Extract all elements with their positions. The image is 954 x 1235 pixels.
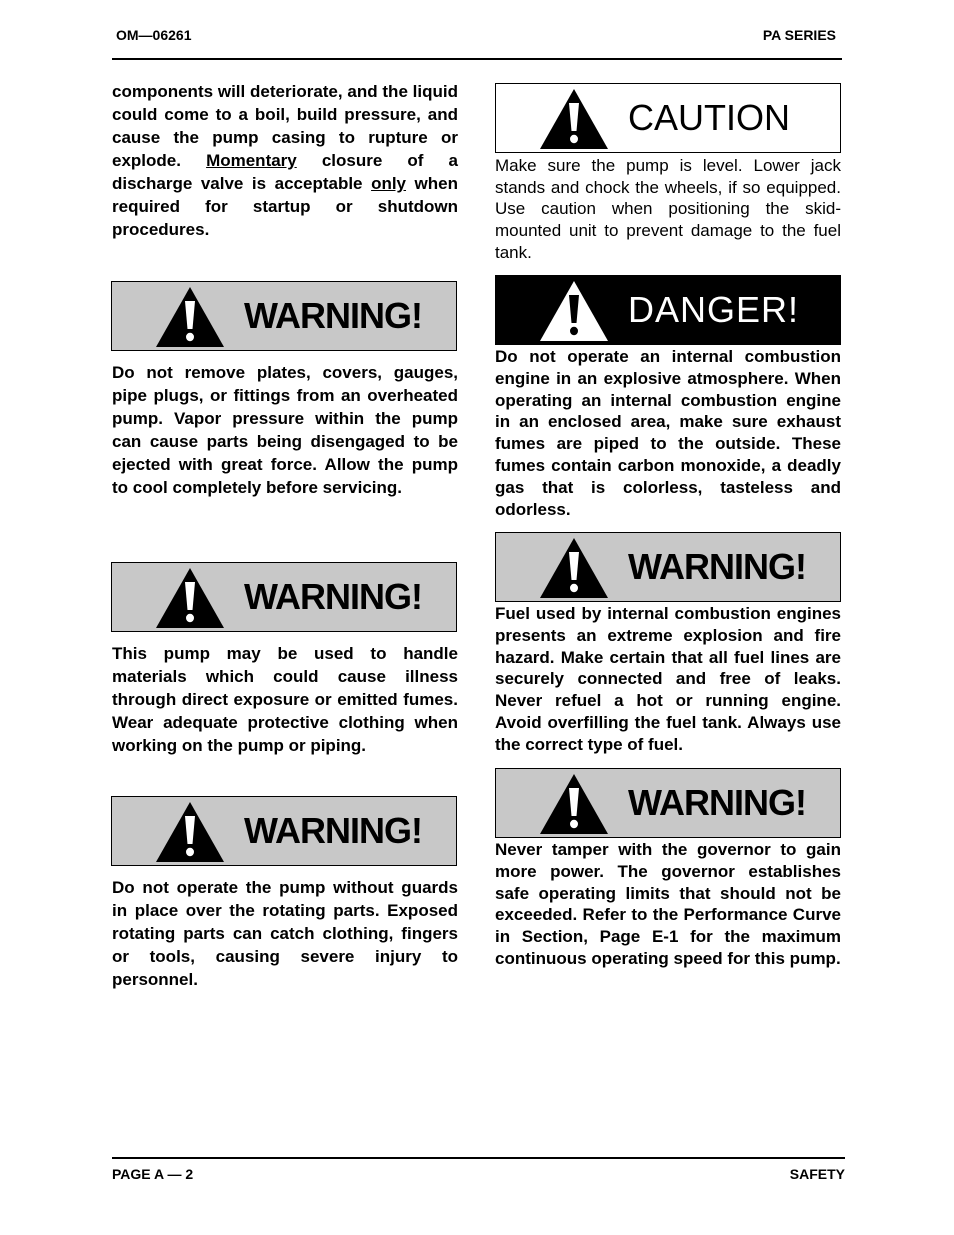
danger-sign	[495, 275, 841, 345]
warning-label: WARNING!	[628, 546, 806, 587]
caution-text-block	[495, 155, 841, 264]
warning-2-text: This pump may be used to handle materials which could cause illness through direct exposure or emitted fumes. Wear adequate protective clothing when working on the pump or piping.	[112, 644, 458, 755]
danger-text-block	[495, 346, 841, 520]
footer-rule	[112, 1157, 845, 1159]
caution-sign	[495, 83, 841, 153]
document-number: OM—06261	[116, 27, 192, 43]
warning-4-text-block	[495, 603, 841, 756]
warning-triangle-icon	[154, 566, 226, 630]
warning-label: WARNING!	[244, 295, 422, 336]
warning-1-text: Do not remove plates, covers, gauges, pipe plugs, or fittings from an overheated pump. Vapor pressure within the pump can cause parts being disengaged to be ejected with great force. Allow the pump to cool completely before servicing.	[112, 363, 458, 497]
warning-5-text-block	[495, 839, 841, 970]
warning-sign-3	[111, 796, 457, 866]
caution-triangle-icon	[538, 87, 610, 151]
warning-sign-1	[111, 281, 457, 351]
warning-triangle-icon	[154, 800, 226, 864]
intro-paragraph-block	[112, 80, 458, 241]
header-rule	[112, 58, 842, 60]
warning-triangle-icon	[538, 772, 610, 836]
caution-label: CAUTION	[628, 97, 790, 138]
warning-label: WARNING!	[244, 576, 422, 617]
warning-3-text-block	[112, 876, 458, 991]
danger-label: DANGER!	[628, 289, 800, 330]
intro-text-2: closure of a discharge valve is acceptable	[112, 151, 459, 193]
page-number: PAGE A — 2	[112, 1166, 194, 1182]
warning-label: WARNING!	[628, 782, 806, 823]
warning-4-text: Fuel used by internal combustion engines presents an extreme explosion and fire hazard. Make certain that all fuel lines are securely connected and free of leaks. Never refuel a hot or running engine. Avoid overfilling the fuel tank. Always use the correct type of fuel.	[495, 604, 841, 754]
warning-label: WARNING!	[244, 810, 422, 851]
intro-emphasis-only: only	[371, 174, 407, 193]
warning-2-text-block	[112, 642, 458, 757]
warning-1-text-block	[112, 361, 458, 499]
danger-triangle-icon	[538, 279, 610, 343]
intro-text-3: when required for startup or shutdown procedures.	[112, 174, 458, 239]
warning-triangle-icon	[154, 285, 226, 349]
intro-emphasis-momentary: Momentary	[206, 151, 297, 170]
warning-sign-2	[111, 562, 457, 632]
danger-text: Do not operate an internal combustion engine in an explosive atmosphere. When operating an internal combustion engine in an enclosed area, make sure exhaust fumes are piped to the outside. These fumes contain carbon monoxide, a deadly gas that is colorless, tasteless and odorless.	[495, 347, 841, 519]
warning-3-text: Do not operate the pump without guards in place over the rotating parts. Exposed rotating parts can catch clothing, fingers or tools, causing severe injury to personnel.	[112, 878, 458, 989]
series-title: PA SERIES	[762, 27, 836, 43]
caution-text: Make sure the pump is level. Lower jack stands and chock the wheels, if so equipped. Use caution when positioning the skid-mounted unit to prevent damage to the fuel tank.	[495, 156, 841, 262]
intro-paragraph	[112, 80, 458, 241]
warning-5-text: Never tamper with the governor to gain more power. The governor establishes safe operating limits that should not be exceeded. Refer to the Performance Curve in Section, Page E-1 for the maximum continuous operating speed for this pump.	[495, 840, 841, 968]
section-name: SAFETY	[789, 1166, 845, 1182]
warning-triangle-icon	[538, 536, 610, 600]
intro-text-1: components will deteriorate, and the liquid could come to a boil, build pressure, and cause the pump casing to rupture or explode.	[112, 82, 458, 170]
warning-sign-4	[495, 532, 841, 602]
warning-sign-5	[495, 768, 841, 838]
